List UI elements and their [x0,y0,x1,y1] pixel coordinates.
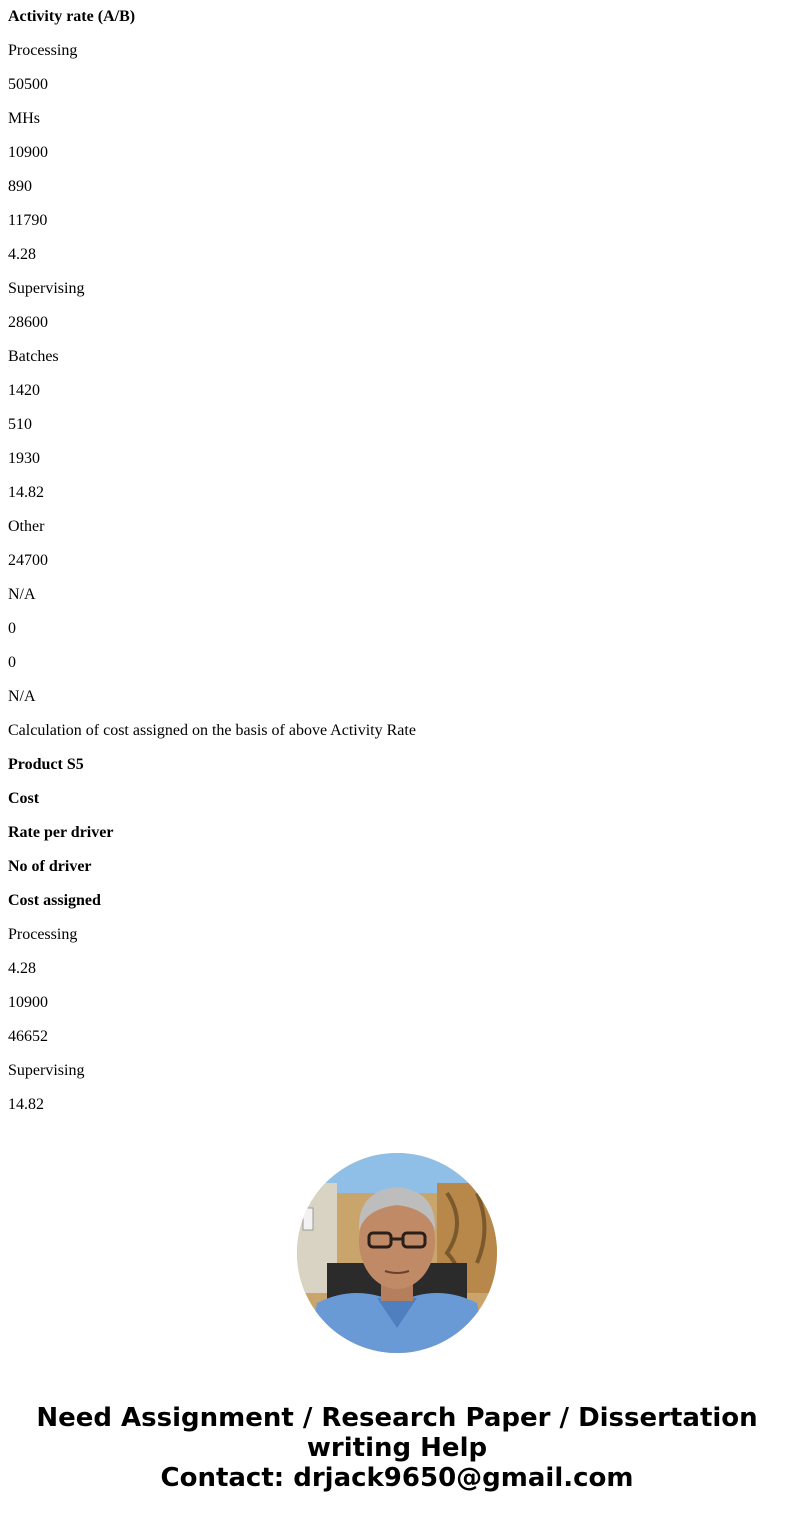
text-line: Calculation of cost assigned on the basis of above Activity Rate [8,722,416,739]
text-line: Processing [8,42,78,59]
text-line: 1930 [8,450,40,467]
banner-contact: Contact: drjack9650@gmail.com [160,1463,634,1493]
author-photo [297,1153,497,1353]
text-heading: Product S5 [8,756,84,773]
text-line: 10900 [8,994,48,1011]
text-heading: Cost [8,790,40,807]
author-avatar [297,1153,497,1353]
text-line: 1420 [8,382,40,399]
text-line: N/A [8,586,36,603]
text-line: Batches [8,348,59,365]
text-line: 14.82 [8,1096,44,1113]
text-line: 46652 [8,1028,48,1045]
text-line: 4.28 [8,960,36,977]
text-line: Other [8,518,45,535]
text-heading: Rate per driver [8,824,114,841]
text-line: Supervising [8,1062,85,1079]
text-line: N/A [8,688,36,705]
promo-banner [0,1403,794,1493]
text-heading: No of driver [8,858,92,875]
text-line: Processing [8,926,78,943]
text-line: 0 [8,654,16,671]
text-line: 24700 [8,552,48,569]
banner-line-2: writing Help [306,1433,488,1463]
text-line: 11790 [8,212,48,229]
text-line: Supervising [8,280,85,297]
text-heading: Cost assigned [8,892,101,909]
text-line: 4.28 [8,246,36,263]
text-line: 50500 [8,76,48,93]
text-line: 10900 [8,144,48,161]
banner-line-1: Need Assignment / Research Paper / Dissertation [36,1403,758,1433]
text-line: 0 [8,620,16,637]
text-line: 14.82 [8,484,44,501]
text-line: MHs [8,110,41,127]
text-line: 890 [8,178,32,195]
text-line: 28600 [8,314,48,331]
text-heading: Activity rate (A/B) [8,8,136,25]
text-line: 510 [8,416,32,433]
